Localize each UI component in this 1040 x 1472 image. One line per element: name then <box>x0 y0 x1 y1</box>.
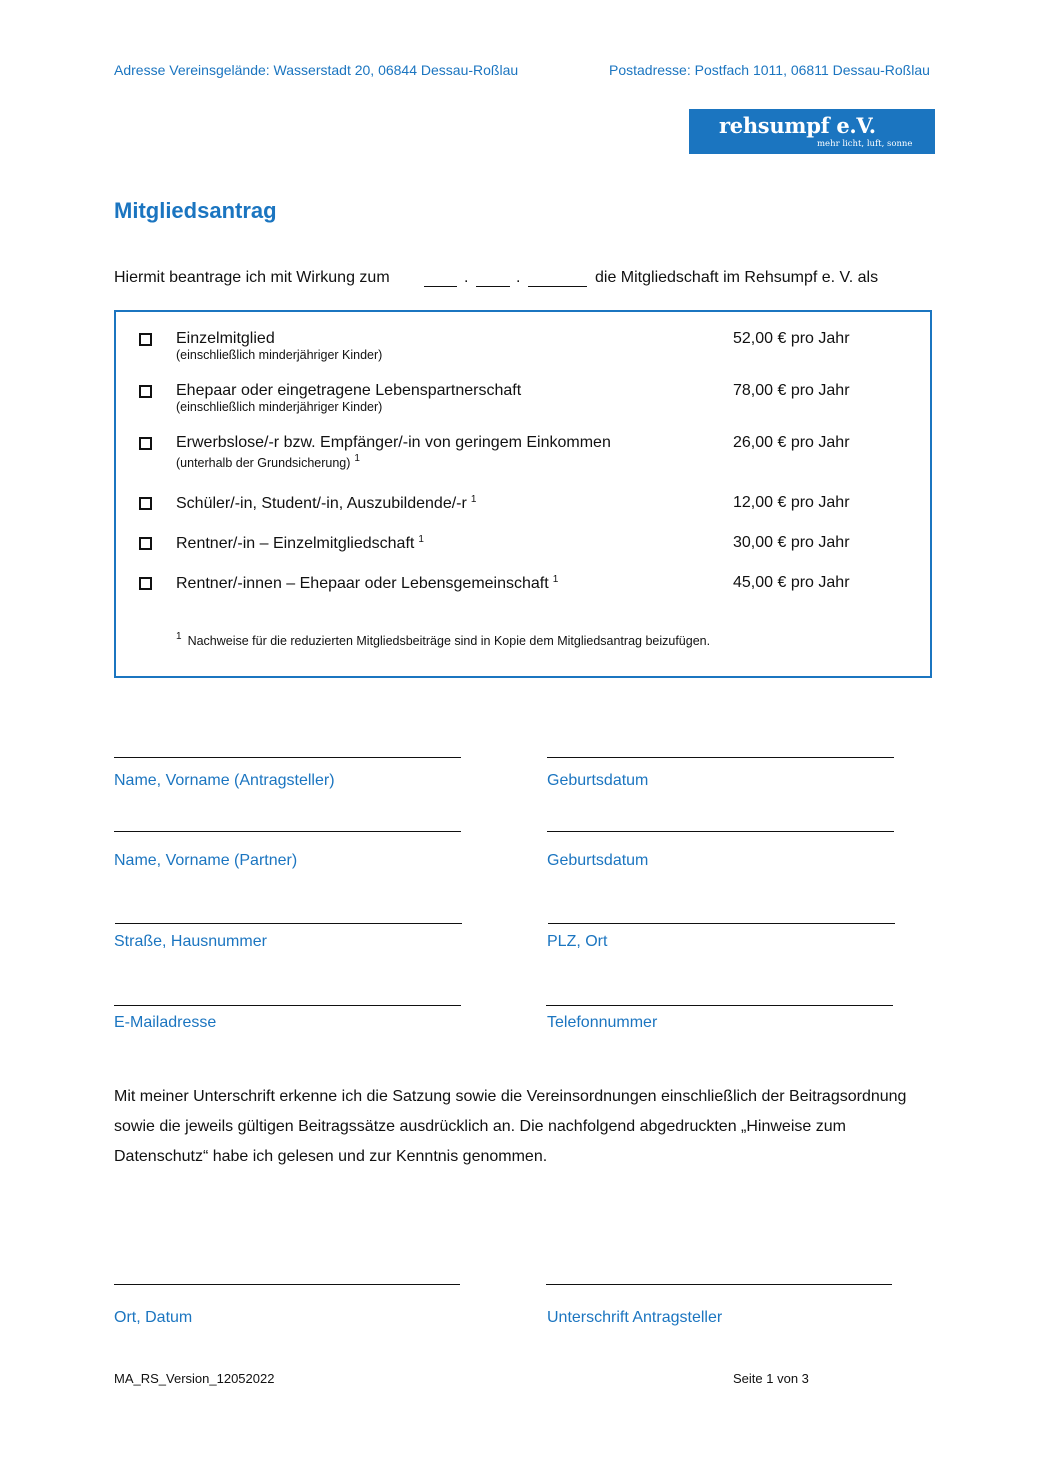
email-label: E-Mailadresse <box>114 1014 217 1031</box>
page-title: Mitgliedsantrag <box>114 198 277 223</box>
option-einzelmitglied <box>176 330 382 362</box>
birthdate-applicant-input[interactable] <box>547 757 894 758</box>
signature-label: Unterschrift Antragsteller <box>547 1309 723 1326</box>
price-rentner-paar: 45,00 € pro Jahr <box>733 574 850 591</box>
checkbox-rentner-einzel[interactable] <box>139 537 152 550</box>
birthdate-partner-input[interactable] <box>547 831 894 832</box>
zip-city-label: PLZ, Ort <box>547 933 608 950</box>
version-id: MA_RS_Version_12052022 <box>114 1371 275 1386</box>
option-label: Rentner/-in – Einzelmitgliedschaft <box>176 535 415 552</box>
birthdate-partner-label: Geburtsdatum <box>547 852 649 869</box>
name-partner-input[interactable] <box>114 831 461 832</box>
name-applicant-input[interactable] <box>114 757 461 758</box>
email-input[interactable] <box>114 1005 461 1006</box>
checkbox-erwerbslose[interactable] <box>139 437 152 450</box>
street-input[interactable] <box>115 923 462 924</box>
footnote-text: Nachweise für die reduzierten Mitgliedsbeiträge sind in Kopie dem Mitgliedsantrag beizufügen. <box>187 634 711 648</box>
date-separator-2: . <box>516 269 521 286</box>
rehsumpf-logo <box>689 109 935 154</box>
option-ehepaar <box>176 382 521 414</box>
date-separator-1: . <box>464 269 469 286</box>
logo-name: rehsumpf e.V. <box>719 113 876 138</box>
date-year-field[interactable] <box>528 286 587 287</box>
option-label: Erwerbslose/-r bzw. Empfänger/-in von geringem Einkommen <box>176 434 611 451</box>
option-label: Einzelmitglied <box>176 330 275 347</box>
address-venue: Adresse Vereinsgelände: Wasserstadt 20, 06844 Dessau-Roßlau <box>114 62 519 78</box>
checkbox-einzelmitglied[interactable] <box>139 333 152 346</box>
address-postal: Postadresse: Postfach 1011, 06811 Dessau-Roßlau <box>609 62 930 78</box>
date-day-field[interactable] <box>424 286 457 287</box>
phone-label: Telefonnummer <box>547 1014 658 1031</box>
option-note: (einschließlich minderjähriger Kinder) <box>176 400 383 414</box>
price-erwerbslose: 26,00 € pro Jahr <box>733 434 850 451</box>
intro-text-end: die Mitgliedschaft im Rehsumpf e. V. als <box>595 269 879 286</box>
intro-text-start: Hiermit beantrage ich mit Wirkung zum <box>114 269 390 286</box>
footnote-marker: 1 <box>354 453 360 464</box>
date-month-field[interactable] <box>476 286 510 287</box>
price-einzelmitglied: 52,00 € pro Jahr <box>733 330 850 347</box>
footnote-marker: 1 <box>470 494 477 505</box>
option-note: (unterhalb der Grundsicherung) $^1$ <box>176 453 360 470</box>
checkbox-ehepaar[interactable] <box>139 385 152 398</box>
option-erwerbslose <box>176 434 611 470</box>
option-label: Ehepaar oder eingetragene Lebenspartnerschaft <box>176 382 522 399</box>
place-date-label: Ort, Datum <box>114 1309 193 1326</box>
footnote-marker: 1 <box>552 574 559 585</box>
footnote-marker: 1 <box>418 534 424 545</box>
place-date-input[interactable] <box>114 1284 460 1285</box>
option-note: (einschließlich minderjähriger Kinder) <box>176 348 383 362</box>
phone-input[interactable] <box>546 1005 893 1006</box>
name-partner-label: Name, Vorname (Partner) <box>114 852 298 869</box>
declaration-text: Mit meiner Unterschrift erkenne ich die Satzung sowie die Vereinsordnungen einschließlich der Beitragsordnung sowie die jeweils gültigen Beitragssätze ausdrücklich an. Die nachfolgend abgedruckten „Hinweise zum Datenschutz“ habe ich gelesen und zur Kenntnis genommen. <box>114 1088 907 1165</box>
price-rentner-einzel: 30,00 € pro Jahr <box>733 534 850 551</box>
option-schueler <box>176 494 476 513</box>
footnote <box>176 631 710 648</box>
zip-city-input[interactable] <box>548 923 895 924</box>
page-number: Seite 1 von 3 <box>733 1371 809 1386</box>
price-schueler: 12,00 € pro Jahr <box>733 494 850 511</box>
checkbox-schueler[interactable] <box>139 497 152 510</box>
birthdate-applicant-label: Geburtsdatum <box>547 772 649 789</box>
signature-input[interactable] <box>546 1284 892 1285</box>
option-rentner-paar <box>176 574 558 593</box>
checkbox-rentner-paar[interactable] <box>139 577 152 590</box>
logo-slogan: mehr licht, luft, sonne <box>817 139 913 149</box>
option-label: Rentner/-innen – Ehepaar oder Lebensgemeinschaft <box>176 575 549 592</box>
price-ehepaar: 78,00 € pro Jahr <box>733 382 850 399</box>
name-applicant-label: Name, Vorname (Antragsteller) <box>114 772 335 789</box>
option-rentner-einzel <box>176 534 424 553</box>
option-label: Schüler/-in, Student/-in, Auszubildende/-r <box>176 495 467 512</box>
street-label: Straße, Hausnummer <box>114 933 267 950</box>
footnote-mark: 1 <box>176 631 182 642</box>
